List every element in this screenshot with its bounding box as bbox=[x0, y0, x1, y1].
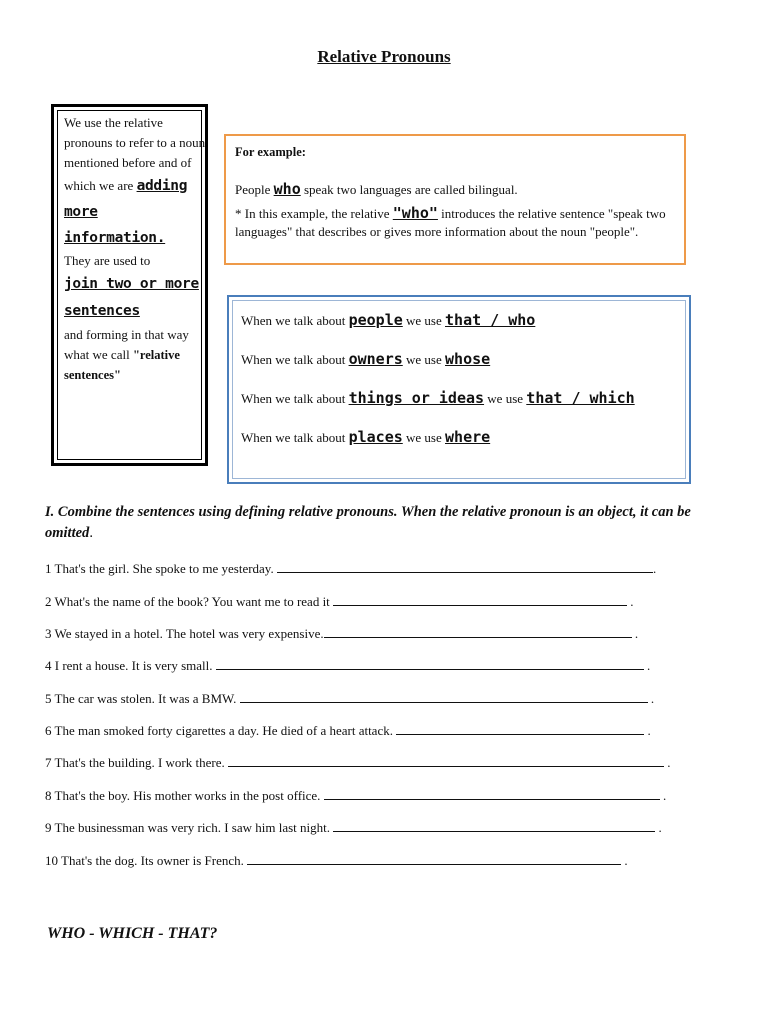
answer-blank[interactable] bbox=[247, 852, 621, 865]
definition-text bbox=[64, 113, 206, 385]
definition-used-to: They are used to bbox=[64, 253, 151, 268]
exercise-item: 4 I rent a house. It is very small. . bbox=[45, 658, 651, 673]
exercise-item-text: 10 That's the dog. Its owner is French. bbox=[45, 853, 244, 868]
exercise-item-text: 3 We stayed in a hotel. The hotel was very expensive. bbox=[45, 626, 324, 641]
usage-pronoun: that / who bbox=[445, 311, 536, 329]
exercise-item: 8 That's the boy. His mother works in the post office. . bbox=[45, 788, 667, 803]
answer-blank[interactable] bbox=[228, 754, 664, 767]
usage-pronoun: where bbox=[445, 428, 491, 446]
example-explanation-who: "who" bbox=[392, 204, 438, 222]
exercise-heading-text: I. Combine the sentences using defining relative pronouns. When the relative pronoun is an object, it can be omitted bbox=[45, 504, 691, 541]
exercise-item: 6 The man smoked forty cigarettes a day. He died of a heart attack. . bbox=[45, 723, 651, 738]
exercise-item: 7 That's the building. I work there. . bbox=[45, 755, 671, 770]
exercise-item: 1 That's the girl. She spoke to me yesterday. . bbox=[45, 561, 657, 576]
exercise-item-text: 1 That's the girl. She spoke to me yesterday. bbox=[45, 561, 274, 576]
usage-pronoun: that / which bbox=[526, 389, 635, 407]
next-section-heading: WHO - WHICH - THAT? bbox=[47, 925, 218, 942]
answer-blank[interactable] bbox=[216, 657, 644, 670]
usage-prefix: When we talk about bbox=[241, 391, 349, 406]
answer-blank[interactable] bbox=[324, 787, 660, 800]
usage-pronoun: whose bbox=[445, 350, 491, 368]
answer-blank[interactable] bbox=[240, 690, 648, 703]
usage-row-people bbox=[241, 311, 535, 329]
exercise-item-text: 8 That's the boy. His mother works in the post office. bbox=[45, 788, 321, 803]
exercise-item: 9 The businessman was very rich. I saw him last night. . bbox=[45, 820, 662, 835]
usage-mid: we use bbox=[484, 391, 527, 406]
usage-subject: owners bbox=[348, 350, 403, 368]
usage-row-places bbox=[241, 428, 490, 446]
exercise-heading-period: . bbox=[89, 525, 93, 541]
exercise-item-text: 5 The car was stolen. It was a BMW. bbox=[45, 691, 237, 706]
example-explanation-start: * In this example, the relative bbox=[235, 206, 393, 221]
page-title: Relative Pronouns bbox=[317, 47, 451, 66]
exercise-item-text: 4 I rent a house. It is very small. bbox=[45, 658, 213, 673]
answer-blank[interactable] bbox=[333, 819, 655, 832]
example-sentence-start: People bbox=[235, 182, 274, 197]
exercise-item: 2 What's the name of the book? You want me to read it . bbox=[45, 594, 634, 609]
example-heading: For example: bbox=[235, 145, 306, 159]
usage-mid: we use bbox=[402, 352, 446, 367]
definition-highlight-join: join two or more sentences bbox=[64, 276, 199, 319]
exercise-item: 5 The car was stolen. It was a BMW. . bbox=[45, 691, 655, 706]
answer-blank[interactable] bbox=[396, 722, 644, 735]
definition-relative-sentences: "relative sentences" bbox=[64, 348, 180, 382]
exercise-item-text: 6 The man smoked forty cigarettes a day. He died of a heart attack. bbox=[45, 723, 393, 738]
usage-mid: we use bbox=[402, 313, 446, 328]
answer-blank[interactable] bbox=[333, 593, 627, 606]
usage-mid: we use bbox=[402, 430, 446, 445]
example-explanation-end: introduces the relative sentence "speak two languages" that describes or gives more information about the noun "people". bbox=[235, 206, 666, 239]
definition-highlight-adding: adding more information. bbox=[64, 178, 188, 246]
example-who: who bbox=[273, 180, 301, 198]
usage-prefix: When we talk about bbox=[241, 313, 349, 328]
usage-prefix: When we talk about bbox=[241, 352, 349, 367]
usage-row-things bbox=[241, 389, 635, 407]
usage-subject: places bbox=[348, 428, 403, 446]
exercise-item: 10 That's the dog. Its owner is French. . bbox=[45, 853, 628, 868]
definition-intro: We use the relative pronouns to refer to a noun mentioned before and of which we are bbox=[64, 115, 206, 193]
exercise-item-text: 9 The businessman was very rich. I saw him last night. bbox=[45, 820, 330, 835]
answer-blank[interactable] bbox=[324, 625, 632, 638]
example-sentence bbox=[235, 180, 518, 198]
exercise-item-text: 7 That's the building. I work there. bbox=[45, 755, 225, 770]
exercise-heading bbox=[45, 502, 725, 544]
usage-subject: people bbox=[348, 311, 403, 329]
answer-blank[interactable] bbox=[277, 560, 653, 573]
exercise-item-text: 2 What's the name of the book? You want me to read it bbox=[45, 594, 330, 609]
exercise-item: 3 We stayed in a hotel. The hotel was very expensive. . bbox=[45, 626, 639, 641]
example-sentence-end: speak two languages are called bilingual. bbox=[300, 182, 518, 197]
usage-subject: things or ideas bbox=[348, 389, 485, 407]
definition-forming: and forming in that way what we call bbox=[64, 327, 189, 362]
example-explanation bbox=[235, 204, 680, 241]
usage-row-owners bbox=[241, 350, 490, 368]
usage-prefix: When we talk about bbox=[241, 430, 349, 445]
